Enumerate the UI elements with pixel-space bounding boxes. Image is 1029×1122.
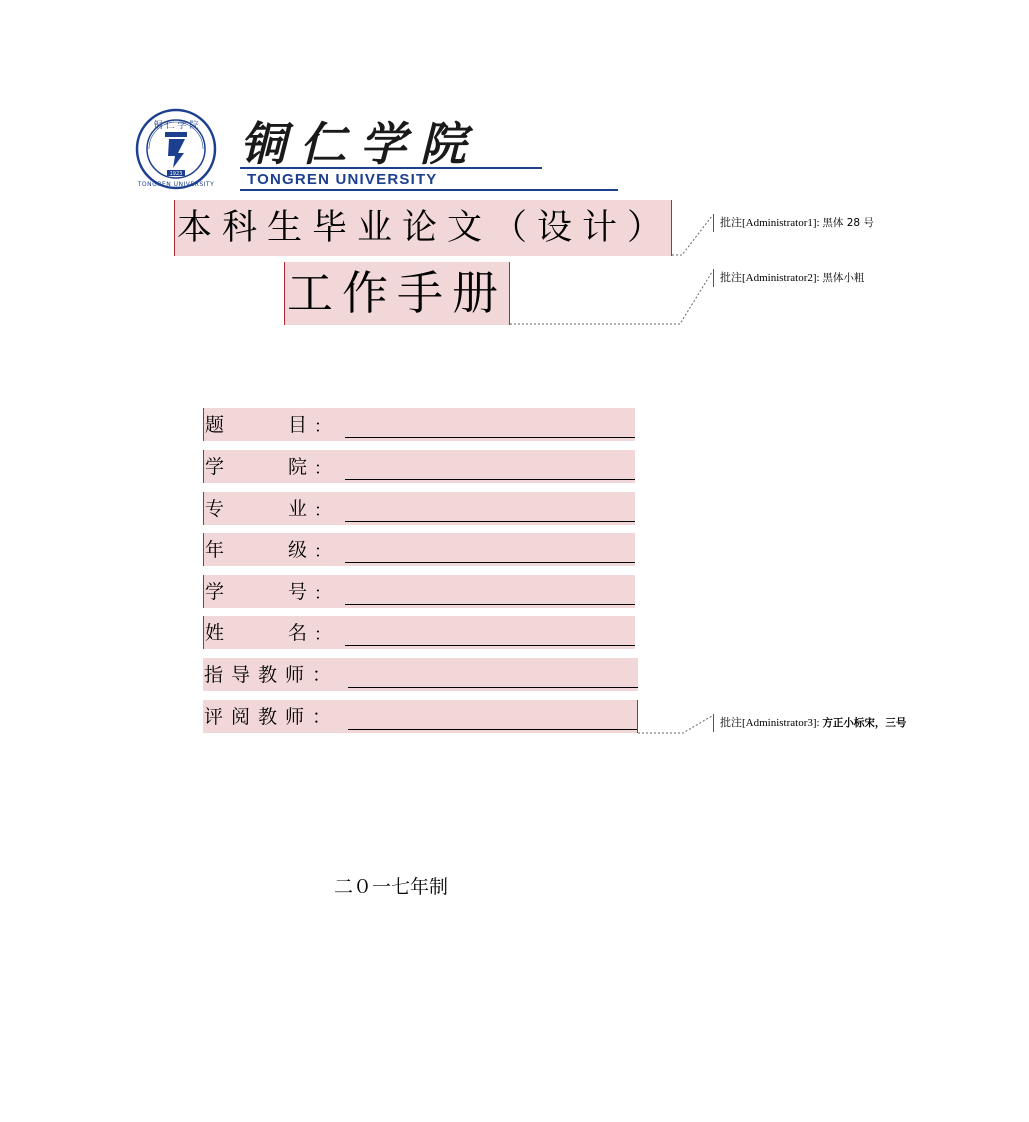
- reviewer-label: 评阅教师：: [204, 706, 340, 728]
- field-label-char: 专: [205, 498, 225, 520]
- edition-year: 二０一七年制: [334, 876, 449, 898]
- logo-divider-top: [240, 167, 542, 169]
- comment-balloon[interactable]: [713, 269, 864, 287]
- major-input-line[interactable]: [345, 521, 635, 522]
- comment-ref: 批注[Administrator2]:: [720, 272, 820, 284]
- field-colon: ：: [314, 625, 331, 645]
- form-row-major: [203, 492, 635, 525]
- field-label-char: 级: [288, 539, 308, 561]
- comment-ref: 批注[Administrator1]:: [720, 217, 820, 229]
- seal-year: 1923: [169, 171, 183, 177]
- svg-text:铜 仁 学 院: 铜 仁 学 院: [153, 121, 199, 131]
- field-label-char: 姓: [205, 622, 225, 644]
- form-row-name: [203, 616, 635, 649]
- field-label-char: 名: [288, 622, 308, 644]
- college-input-line[interactable]: [345, 479, 635, 480]
- field-label-char: 业: [288, 498, 308, 520]
- university-name-en: TONGREN UNIVERSITY: [247, 171, 438, 188]
- comment-balloon[interactable]: [713, 214, 874, 232]
- field-label-char: 号: [288, 581, 308, 603]
- svg-text:TONGREN UNIVERSITY: TONGREN UNIVERSITY: [137, 181, 215, 188]
- form-row-advisor: [203, 658, 638, 691]
- student-id-input-line[interactable]: [345, 604, 635, 605]
- name-input-line[interactable]: [345, 645, 635, 646]
- field-label-char: 学: [205, 456, 225, 478]
- field-label-char: 院: [288, 456, 308, 478]
- field-colon: ：: [314, 501, 331, 521]
- form-row-student-id: [203, 575, 635, 608]
- grade-input-line[interactable]: [345, 562, 635, 563]
- field-label-char: 年: [205, 539, 225, 561]
- title-input-line[interactable]: [345, 437, 635, 438]
- university-seal-logo: [135, 108, 217, 190]
- field-label-char: 题: [205, 414, 225, 436]
- comment-text: 黑体 28 号: [822, 217, 874, 229]
- university-name-cn: 铜仁学院: [240, 117, 480, 171]
- logo-divider-bottom: [240, 189, 618, 191]
- comment-balloon[interactable]: [713, 714, 906, 732]
- field-colon: ：: [314, 459, 331, 479]
- field-colon: ：: [314, 584, 331, 604]
- advisor-label: 指导教师：: [204, 664, 340, 686]
- form-row-reviewer: [203, 700, 638, 733]
- advisor-input-line[interactable]: [348, 687, 638, 688]
- form-row-grade: [203, 533, 635, 566]
- field-colon: ：: [314, 417, 331, 437]
- form-row-title: [203, 408, 635, 441]
- reviewer-input-line[interactable]: [348, 729, 637, 730]
- field-label-char: 学: [205, 581, 225, 603]
- form-row-college: [203, 450, 635, 483]
- field-colon: ：: [314, 542, 331, 562]
- document-title-main[interactable]: 本科生毕业论文（设计）: [174, 200, 672, 256]
- comment-ref: 批注[Administrator3]:: [720, 717, 820, 729]
- comment-text: 黑体小粗: [822, 272, 865, 284]
- document-title-sub[interactable]: 工作手册: [284, 262, 510, 325]
- field-label-char: 目: [288, 414, 308, 436]
- comment-text: 方正小标宋，三号: [822, 717, 907, 729]
